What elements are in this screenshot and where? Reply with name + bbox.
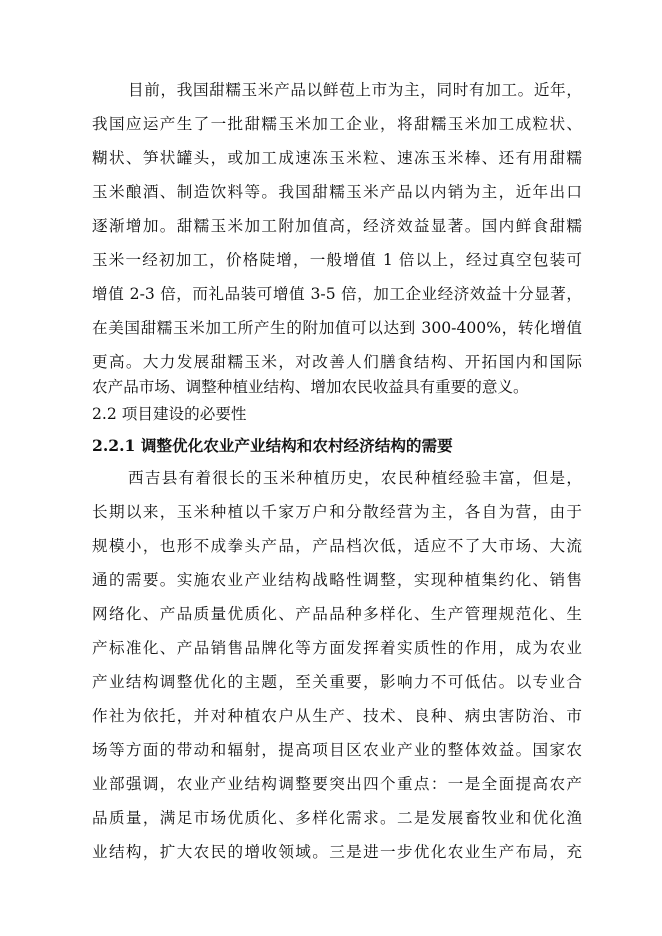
paragraph-line: 逐渐增加。甜糯玉米加工附加值高，经济效益显著。国内鲜食甜糯	[92, 217, 582, 235]
paragraph-line: 产标准化、产品销售品牌化等方面发挥着实质性的作用，成为农业	[92, 639, 582, 657]
paragraph-line: 长期以来，玉米种植以千家万户和分散经营为主，各自为营，由于	[92, 503, 582, 521]
paragraph-line: 规模小，也形不成拳头产品，产品档次低，适应不了大市场、大流	[92, 537, 582, 555]
paragraph-line: 糊状、笋状罐头，或加工成速冻玉米粒、速冻玉米棒、还有用甜糯	[92, 149, 582, 167]
paragraph-line: 在美国甜糯玉米加工所产生的附加值可以达到 300-400%，转化增值	[92, 319, 582, 337]
paragraph-line: 更高。大力发展甜糯玉米，对改善人们膳食结构、开拓国内和国际	[92, 353, 582, 371]
paragraph-line: 通的需要。实施农业产业结构战略性调整，实现种植集约化、销售	[92, 571, 582, 589]
paragraph-line: 业部强调，农业产业结构调整要突出四个重点：一是全面提高农产	[92, 775, 582, 793]
paragraph-line: 西吉县有着很长的玉米种植历史，农民种植经验丰富，但是，	[128, 469, 582, 487]
subsection-heading: 2.2.1 调整优化农业产业结构和农村经济结构的需要	[92, 436, 453, 455]
paragraph-line: 品质量，满足市场优质化、多样化需求。二是发展畜牧业和优化渔	[92, 809, 582, 827]
paragraph-line: 网络化、产品质量优质化、产品品种多样化、生产管理规范化、生	[92, 605, 582, 623]
paragraph-line: 作社为依托，并对种植农户从生产、技术、良种、病虫害防治、市	[92, 707, 582, 725]
section-heading: 2.2 项目建设的必要性	[92, 405, 247, 423]
paragraph-line: 产业结构调整优化的主题，至关重要，影响力不可低估。以专业合	[92, 673, 582, 691]
paragraph-line: 业结构，扩大农民的增收领域。三是进一步优化农业生产布局，充	[92, 843, 582, 861]
paragraph-line: 玉米酿酒、制造饮料等。我国甜糯玉米产品以内销为主，近年出口	[92, 183, 582, 201]
paragraph-line: 我国应运产生了一批甜糯玉米加工企业，将甜糯玉米加工成粒状、	[92, 115, 582, 133]
paragraph-line: 玉米一经初加工，价格陡增，一般增值 1 倍以上，经过真空包装可	[92, 251, 582, 269]
paragraph-line: 农产品市场、调整种植业结构、增加农民收益具有重要的意义。	[92, 378, 529, 396]
paragraph-line: 目前，我国甜糯玉米产品以鲜苞上市为主，同时有加工。近年，	[128, 81, 582, 99]
paragraph-line: 场等方面的带动和辐射，提高项目区农业产业的整体效益。国家农	[92, 741, 582, 759]
paragraph-line: 增值 2-3 倍，而礼品装可增值 3-5 倍，加工企业经济效益十分显著，	[92, 285, 582, 303]
